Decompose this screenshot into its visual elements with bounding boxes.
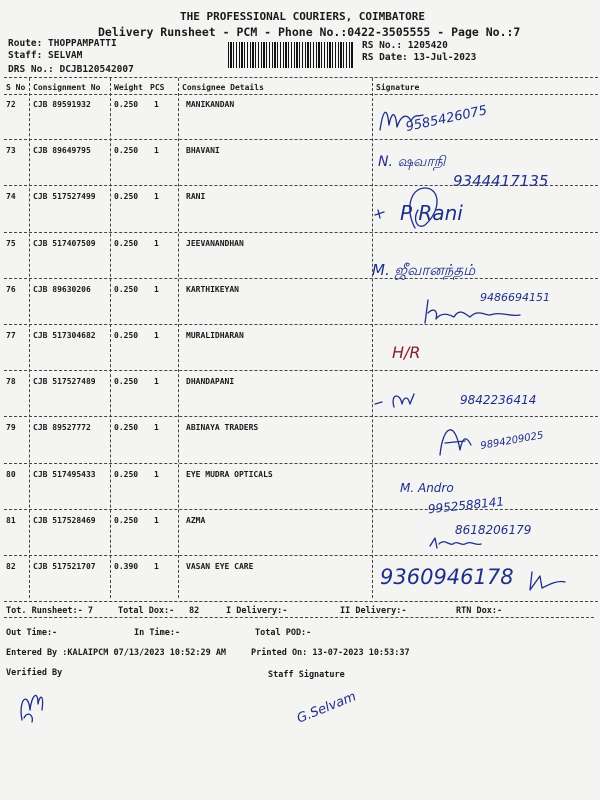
signature-72-phone: 9585426075: [404, 103, 489, 136]
row-consignee: MURALIDHARAN: [186, 331, 244, 340]
signature-81: [425, 518, 585, 553]
row-sno: 81: [6, 515, 16, 525]
row-divider: [4, 139, 598, 140]
row-weight: 0.250: [114, 377, 139, 387]
row-weight: 0.250: [114, 515, 139, 525]
row-sno: 80: [6, 469, 16, 479]
row-pcs: 1: [154, 377, 159, 387]
signature-75-name: M. ஜீவானந்தம்: [372, 261, 476, 279]
row-sno: 79: [6, 423, 16, 433]
row-consignee: BHAVANI: [186, 146, 220, 156]
row-sno: 77: [6, 331, 16, 340]
row-pcs: 1: [154, 423, 159, 433]
col-weight: Weight: [114, 83, 143, 92]
row-consignee: VASAN EYE CARE: [186, 562, 254, 571]
table-header-rule: [4, 94, 598, 95]
i-delivery: I Delivery:-: [226, 606, 288, 616]
col-consignee: Consignee Details: [182, 83, 264, 92]
col-sep: [372, 78, 373, 598]
row-weight: 0.390: [114, 562, 139, 571]
row-sno: 75: [6, 238, 16, 248]
row-consignment-no: CJB 89630206: [33, 284, 91, 294]
row-pcs: 1: [154, 284, 159, 294]
runsheet-subtitle: Delivery Runsheet - PCM - Phone No.:0422-3505555 - Page No.:7: [98, 25, 521, 39]
signature-74: [370, 180, 510, 240]
signature-79: [435, 415, 585, 465]
row-weight: 0.250: [114, 423, 139, 433]
signature-75: [372, 255, 572, 285]
signature-82-phone: 9360946178: [380, 565, 514, 589]
signature-80-name: M. Andro: [400, 481, 454, 495]
signature-81-phone: 8618206179: [455, 523, 532, 537]
rtn-dox: RTN Dox:-: [456, 606, 503, 616]
out-time: Out Time:-: [6, 628, 58, 638]
row-consignment-no: CJB 517521707: [33, 562, 96, 571]
verified-by: Verified By: [6, 668, 63, 678]
total-dox-label: Total Dox:-: [118, 606, 175, 616]
footer-rule: [4, 601, 598, 602]
col-sno: S No: [6, 83, 26, 92]
col-sep: [29, 78, 30, 598]
rs-date: RS Date: 13-Jul-2023: [362, 52, 477, 63]
row-pcs: 1: [154, 100, 159, 109]
row-consignment-no: CJB 517527489: [33, 377, 96, 387]
row-weight: 0.250: [114, 100, 139, 109]
in-time: In Time:-: [134, 628, 181, 638]
signature-79-phone: 9894209025: [479, 430, 545, 452]
row-divider: [4, 370, 598, 371]
footer-rule-2: [4, 617, 594, 618]
row-pcs: 1: [154, 469, 159, 479]
row-pcs: 1: [154, 238, 159, 248]
entered-by: Entered By :KALAIPCM 07/13/2023 10:52:29 AM: [6, 648, 227, 658]
row-sno: 78: [6, 377, 16, 387]
ii-delivery: II Delivery:-: [340, 606, 407, 616]
row-pcs: 1: [154, 515, 159, 525]
table-top-rule: [4, 77, 598, 78]
row-weight: 0.250: [114, 192, 139, 202]
row-consignee: AZMA: [186, 515, 206, 525]
row-consignee: ABINAYA TRADERS: [186, 423, 259, 433]
staff-signature: [295, 682, 395, 727]
signature-80: [400, 478, 570, 523]
row-sno: 82: [6, 562, 16, 571]
staff-label: Staff: SELVAM: [8, 50, 83, 61]
row-weight: 0.250: [114, 284, 139, 294]
route-label: Route: THOPPAMPATTI: [8, 38, 117, 49]
verifier-signature: [14, 680, 54, 730]
signature-73-phone: 9344417135: [453, 172, 549, 190]
col-sep: [110, 78, 111, 598]
row-consignee: DHANDAPANI: [186, 377, 235, 387]
row-consignment-no: CJB 517495433: [33, 469, 96, 479]
signature-78: [370, 382, 570, 417]
signature-73-name: N. ஷவாநி: [378, 154, 446, 170]
row-pcs: 1: [154, 562, 159, 571]
signature-77-text: H/R: [392, 343, 421, 362]
row-sno: 76: [6, 284, 16, 294]
col-consignment: Consignment No: [33, 83, 101, 92]
barcode: [228, 42, 354, 68]
row-weight: 0.250: [114, 331, 139, 340]
tot-runsheet: Tot. Runsheet:- 7: [6, 606, 93, 616]
total-pod: Total POD:-: [255, 628, 312, 638]
row-divider: [4, 555, 598, 556]
row-pcs: 1: [154, 331, 159, 340]
row-consignment-no: CJB 517407509: [33, 238, 96, 248]
row-consignment-no: CJB 89591932: [33, 100, 91, 109]
row-consignee: MANIKANDAN: [186, 100, 235, 109]
row-consignee: JEEVANANDHAN: [186, 238, 244, 248]
signature-76-phone: 9486694151: [480, 291, 550, 304]
signature-77: [392, 340, 442, 365]
rs-number: RS No.: 1205420: [362, 40, 448, 51]
row-sno: 72: [6, 100, 16, 109]
col-sep: [178, 78, 179, 598]
row-pcs: 1: [154, 192, 159, 202]
row-consignment-no: CJB 89527772: [33, 423, 91, 433]
col-signature: Signature: [376, 83, 420, 92]
row-consignment-no: CJB 517527499: [33, 192, 96, 202]
row-consignee: RANI: [186, 192, 206, 202]
row-pcs: 1: [154, 146, 159, 156]
row-consignee: KARTHIKEYAN: [186, 284, 239, 294]
total-dox-value: 82: [189, 606, 200, 616]
row-weight: 0.250: [114, 146, 139, 156]
row-consignment-no: CJB 517304682: [33, 331, 96, 340]
signature-74-name: P Rani: [400, 201, 463, 225]
row-sno: 74: [6, 192, 16, 202]
row-consignee: EYE MUDRA OPTICALS: [186, 469, 273, 479]
signature-72: [375, 95, 500, 140]
company-title: THE PROFESSIONAL COURIERS, COIMBATORE: [180, 10, 426, 23]
row-consignment-no: CJB 89649795: [33, 146, 91, 156]
printed-on: Printed On: 13-07-2023 10:53:37: [251, 648, 410, 658]
row-sno: 73: [6, 146, 16, 156]
drs-number: DRS No.: DCJB120542007: [8, 64, 134, 75]
row-weight: 0.250: [114, 238, 139, 248]
signature-76: [420, 285, 590, 330]
staff-signature-text: G.Selvam: [294, 689, 359, 727]
signature-78-phone: 9842236414: [460, 393, 537, 407]
col-pcs: PCS: [150, 83, 165, 92]
row-weight: 0.250: [114, 469, 139, 479]
signature-82: [380, 560, 590, 595]
row-consignment-no: CJB 517528469: [33, 515, 96, 525]
signature-80-phone: 9952588141: [427, 494, 505, 517]
staff-signature-label: Staff Signature: [268, 670, 345, 680]
